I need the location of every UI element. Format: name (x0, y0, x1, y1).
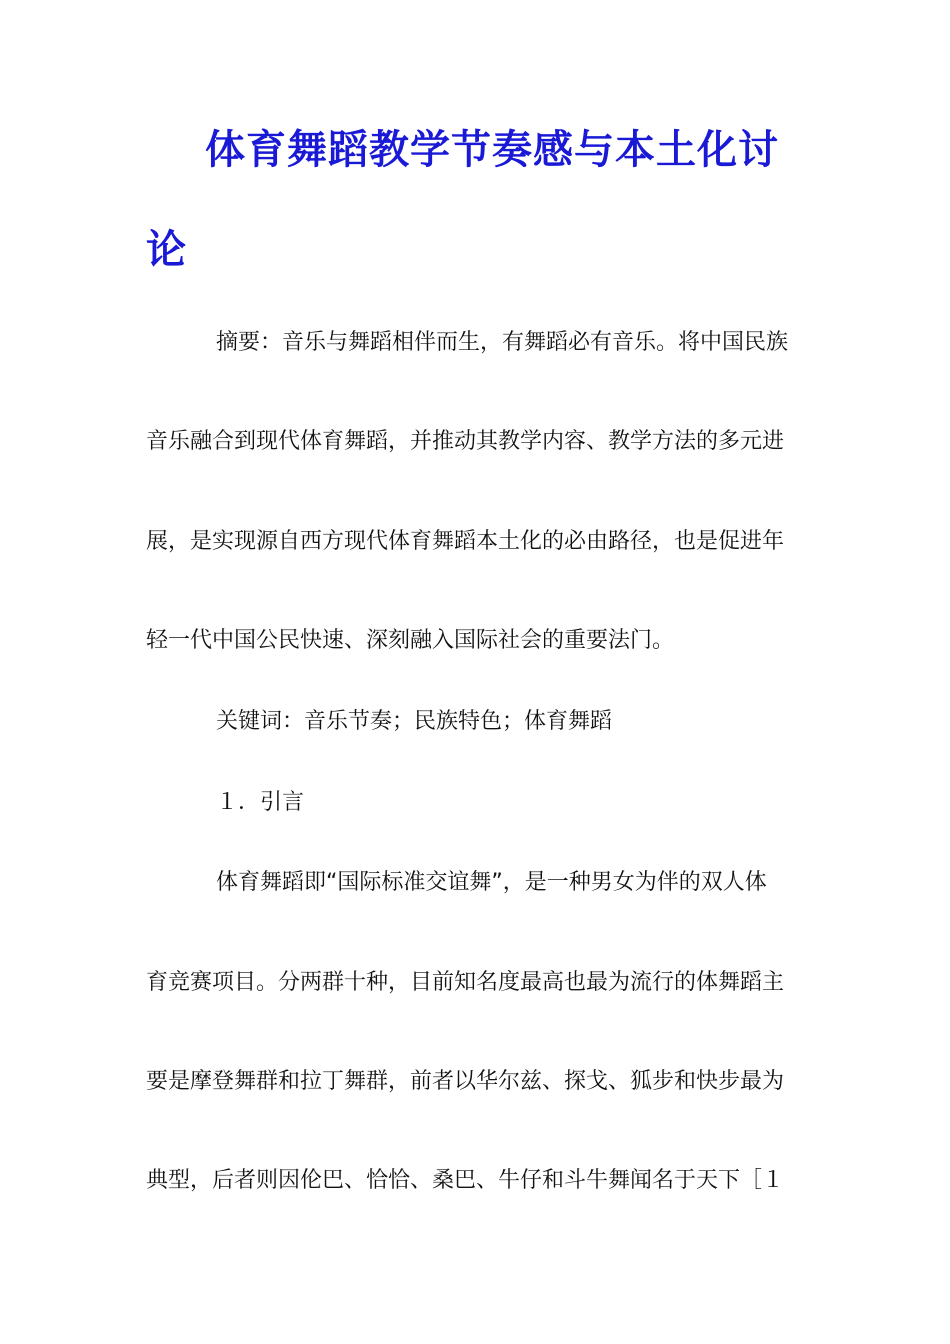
abstract-line: 轻一代中国公民快速、深刻融入国际社会的重要法门。 (146, 628, 675, 653)
body-line: 要是摩登舞群和拉丁舞群，前者以华尔兹、探戈、狐步和快步最为 (146, 1069, 785, 1094)
section-heading: １．引言 (216, 790, 305, 815)
abstract-line: 音乐融合到现代体育舞蹈，并推动其教学内容、教学方法的多元进 (146, 429, 785, 454)
abstract-line: 摘要：音乐与舞蹈相伴而生，有舞蹈必有音乐。将中国民族 (216, 330, 789, 355)
keywords-line: 关键词：音乐节奏；民族特色；体育舞蹈 (216, 709, 613, 734)
document-title-line-1: 体育舞蹈教学节奏感与本土化讨 (205, 127, 779, 173)
body-line: 体育舞蹈即“国际标准交谊舞”，是一种男女为伴的双人体 (216, 870, 767, 895)
document-title-line-2: 论 (146, 227, 186, 273)
body-line: 典型，后者则因伦巴、恰恰、桑巴、牛仔和斗牛舞闻名于天下［１ (146, 1168, 785, 1193)
abstract-line: 展，是实现源自西方现代体育舞蹈本土化的必由路径，也是促进年 (146, 529, 785, 554)
body-line: 育竞赛项目。分两群十种，目前知名度最高也最为流行的体舞蹈主 (146, 970, 785, 995)
